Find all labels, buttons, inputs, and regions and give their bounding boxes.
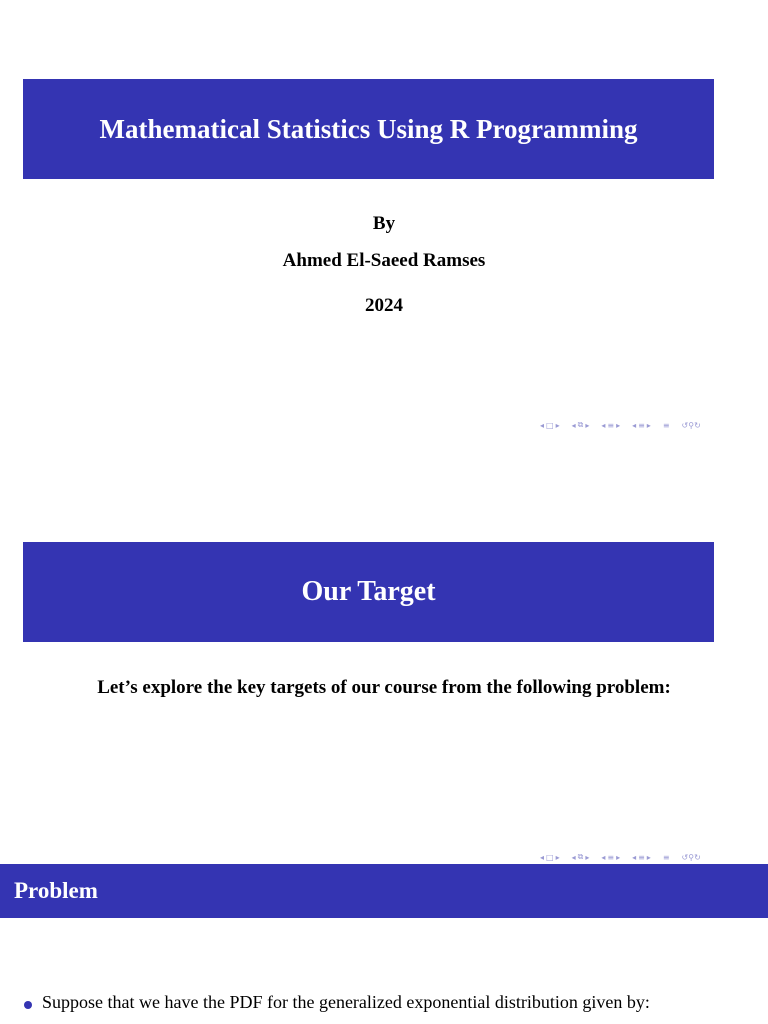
- target-banner: [23, 542, 714, 642]
- target-title: Our Target: [301, 576, 436, 607]
- beamer-navigation-bar: [540, 851, 768, 863]
- by-label: By: [372, 213, 396, 234]
- nav-search-icon[interactable]: ↺⚲↻: [681, 852, 701, 862]
- nav-section-icon[interactable]: ◂ ≡ ▸: [601, 420, 621, 430]
- nav-subsection-icon[interactable]: ◂ ⧉ ▸: [571, 420, 590, 430]
- nav-subsubsection-icon[interactable]: ◂ ≡ ▸: [632, 852, 651, 862]
- nav-subsubsection-icon[interactable]: ◂ ≡ ▸: [632, 420, 651, 430]
- beamer-navigation-bar: [540, 419, 768, 431]
- author-name: Ahmed El-Saeed Ramses: [282, 250, 486, 271]
- nav-subsection-icon[interactable]: ◂ ⧉ ▸: [571, 852, 590, 862]
- nav-align-icon[interactable]: ≡: [662, 420, 670, 430]
- nav-frame-icon[interactable]: ◂ □ ▸: [540, 420, 560, 430]
- presentation-title: Mathematical Statistics Using R Programming: [99, 113, 638, 144]
- problem-frame-title: [0, 864, 768, 918]
- bullet-text: Suppose that we have the PDF for the generalized exponential distribution given by:: [42, 992, 650, 1012]
- nav-frame-icon[interactable]: ◂ □ ▸: [540, 852, 560, 862]
- problem-title: Problem: [14, 878, 98, 903]
- presentation-year: 2024: [365, 295, 403, 316]
- nav-section-icon[interactable]: ◂ ≡ ▸: [601, 852, 621, 862]
- title-banner: [23, 79, 714, 179]
- list-item: [24, 992, 764, 1013]
- nav-search-icon[interactable]: ↺⚲↻: [681, 420, 701, 430]
- nav-align-icon[interactable]: ≡: [662, 852, 670, 862]
- intro-text: Let’s explore the key targets of our course from the following problem:: [97, 677, 671, 698]
- bullet-icon: [24, 1001, 32, 1009]
